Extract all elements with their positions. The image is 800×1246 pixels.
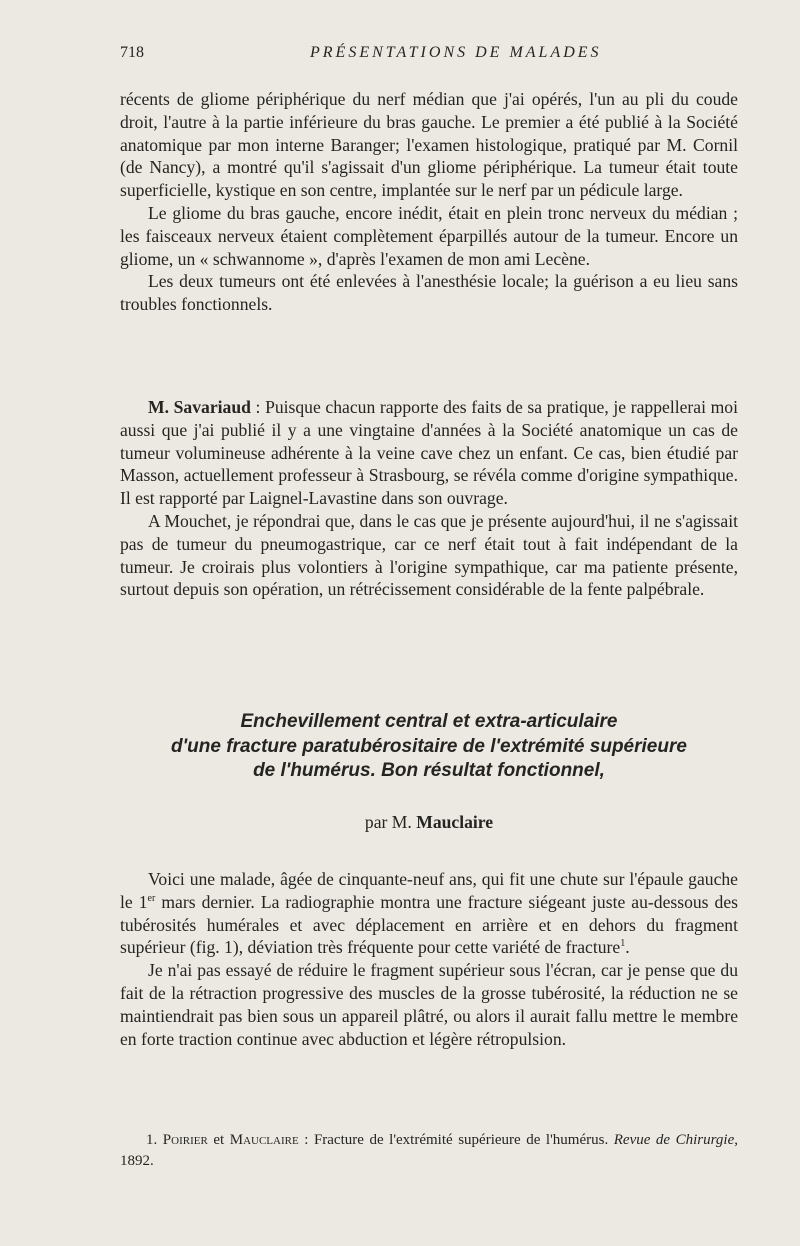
paragraph: Le gliome du bras gauche, encore inédit, était en plein tronc nerveux du médian ; les faisceaux nerveux étaient complètement éparpillés autour de la tumeur. Encore un gliome, un « schwannome », d'après l'examen de mon ami Lecène. (120, 202, 738, 269)
footnote-number: 1. (146, 1132, 163, 1148)
article-title (120, 710, 738, 784)
footnote (120, 1130, 738, 1172)
footnote-journal: Revue de Chirurgie (613, 1132, 735, 1148)
footnote-year: , 1892. (120, 1132, 738, 1169)
article-title-line: d'une fracture paratubérositaire de l'extrémité supérieure (171, 735, 687, 757)
footnote-ref: 1 (620, 938, 626, 950)
byline-prefix: par M. (364, 812, 417, 832)
superscript: er (147, 892, 156, 904)
paragraph: récents de gliome périphérique du nerf médian que j'ai opérés, l'un au pli du coude droit, l'autre à la partie inférieure du bras gauche. Le premier a été publié à la Société anatomique par mon interne Baranger; l'examen histologique, pratiqué par M. Cornil (de Nancy), a montré qu'il s'agissait d'un gliome périphérique. La tumeur était toute superficielle, kystique en son centre, implantée sur le nerf par un pédicule large. (120, 89, 738, 201)
paragraph: Les deux tumeurs ont été enlevées à l'anesthésie locale; la guérison a eu lieu sans troubles fonctionnels. (120, 271, 738, 315)
paragraph-text: . (625, 937, 630, 958)
page-number: 718 (120, 44, 144, 61)
paragraph-text: mars dernier. La radiographie montra une fracture siégeant juste au-dessous des tubérosités humérales et avec déplacement en arrière et en dehors du fragment supérieur (fig. 1), déviation très fréquente pour cette variété de fracture (120, 891, 738, 958)
text-block-savariaud (120, 396, 738, 601)
footnote-author: Poirier (162, 1132, 208, 1148)
paragraph (120, 868, 738, 959)
paragraph-text: Voici une malade, âgée de cinquante-neuf ans, qui fit une chute sur l'épaule gauche le 1 (120, 869, 738, 912)
paragraph (120, 396, 738, 510)
paragraph: A Mouchet, je répondrai que, dans le cas que je présente aujourd'hui, il ne s'agissait pas de tumeur du pneumogastrique, car ce nerf était tout à fait indépendant de la tumeur. Je croirais plus volontiers à l'origine sympathique, car ma patiente présente, surtout depuis son opération, un rétrécissement considérable de la fente palpébrale. (120, 510, 738, 600)
byline (120, 812, 738, 833)
text-block-gliome (120, 88, 738, 316)
footnote-author: Mauclaire (229, 1132, 299, 1148)
paragraph: Je n'ai pas essayé de réduire le fragment supérieur sous l'écran, car je pense que du fait de la rétraction progressive des muscles de la grosse tubérosité, la réduction ne se maintiendrait pas bien sous un appareil plâtré, ou alors il aurait fallu mettre le membre en forte traction continue avec abduction et légère rétropulsion. (120, 960, 738, 1049)
running-head (120, 44, 740, 68)
byline-author: Mauclaire (416, 812, 494, 832)
speaker-name: M. Savariaud (148, 397, 251, 417)
running-title: PRÉSENTATIONS DE MALADES (310, 44, 602, 61)
article-title-line: de l'humérus. Bon résultat fonctionnel, (253, 760, 605, 781)
footnote-conj: et (207, 1132, 230, 1148)
paragraph-text: : Puisque chacun rapporte des faits de sa pratique, je rappellerai moi aussi que j'ai publié il y a une vingtaine d'années à la Société anatomique un cas de tumeur volumineuse adhérente à la veine cave chez un enfant. Ce cas, bien étudié par Masson, actuellement professeur à Strasbourg, se révéla comme d'origine sympathique. Il est rapporté par Laignel-Lavastine dans son ouvrage. (120, 397, 738, 509)
article-title-line: Enchevillement central et extra-articulaire (240, 711, 618, 732)
text-block-article (120, 868, 738, 1050)
footnote-text: : Fracture de l'extrémité supérieure de l'humérus. (298, 1132, 614, 1148)
